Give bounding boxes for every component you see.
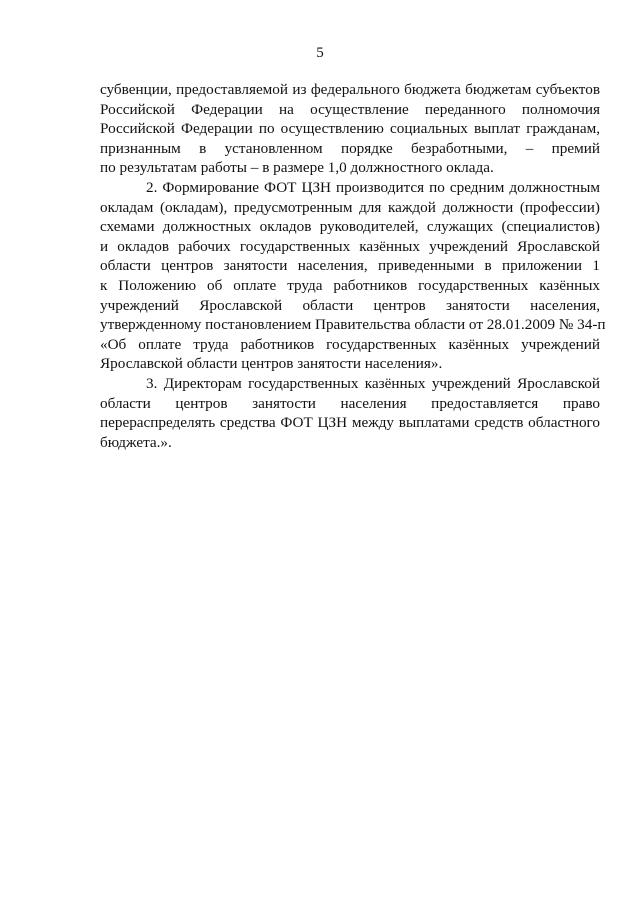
text-line: Российской Федерации по осуществлению социальных выплат гражданам, — [100, 120, 600, 138]
text-line: по результатам работы – в размере 1,0 должностного оклада. — [100, 159, 494, 177]
text-line: к Положению об оплате труда работников государственных казённых — [100, 276, 600, 294]
text-line: области центров занятости населения, приведенными в приложении 1 — [100, 257, 600, 275]
page-number: 5 — [316, 45, 324, 61]
paragraph-2 — [100, 178, 606, 374]
text-line: бюджета.». — [100, 433, 172, 451]
text-line: области центров занятости населения предоставляется право — [100, 394, 600, 412]
text-line: признанным в установленном порядке безработными, – премий — [100, 139, 600, 157]
paragraph-3 — [100, 374, 600, 452]
text-line: перераспределять средства ФОТ ЦЗН между выплатами средств областного — [100, 414, 600, 432]
paragraph-1 — [100, 80, 600, 178]
text-line: утвержденному постановлением Правительства области от 28.01.2009 № 34-п — [100, 316, 606, 334]
text-line: окладам (окладам), предусмотренным для каждой должности (профессии) — [100, 198, 600, 216]
text-line: учреждений Ярославской области центров занятости населения, — [100, 296, 600, 314]
text-line: Российской Федерации на осуществление переданного полномочия — [100, 100, 600, 118]
text-line: 3. Директорам государственных казённых учреждений Ярославской — [146, 374, 600, 392]
text-line: схемами должностных окладов руководителей, служащих (специалистов) — [100, 218, 600, 236]
text-line: 2. Формирование ФОТ ЦЗН производится по средним должностным — [146, 178, 600, 196]
text-line: субвенции, предоставляемой из федерального бюджета бюджетам субъектов — [100, 81, 600, 98]
document-body — [100, 80, 606, 452]
text-line: и окладов рабочих государственных казённых учреждений Ярославской — [100, 237, 600, 255]
text-line: «Об оплате труда работников государственных казённых учреждений — [100, 335, 600, 353]
text-line: Ярославской области центров занятости населения». — [100, 355, 443, 373]
